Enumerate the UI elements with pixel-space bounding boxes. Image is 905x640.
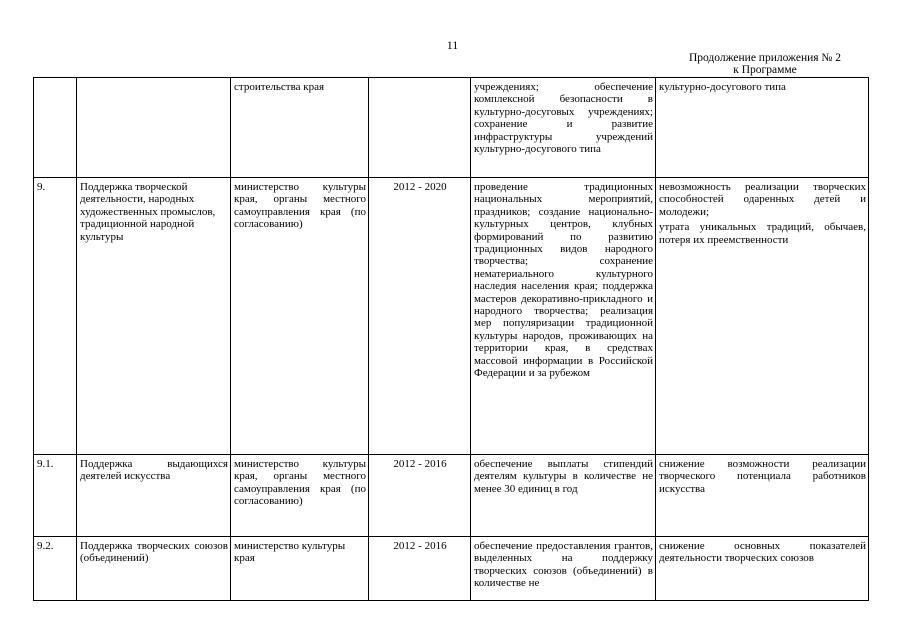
table-row xyxy=(34,537,869,601)
continuation-line-2: к Программе xyxy=(733,64,797,76)
cell-risk xyxy=(656,178,869,455)
cell-number: 9.2. xyxy=(34,537,77,601)
table-row xyxy=(34,78,869,178)
cell-activity-name: Поддержка творческих союзов (объединений) xyxy=(77,537,231,601)
cell-activity-name: Поддержка выдающихся деятелей искусства xyxy=(77,455,231,537)
cell-executor: министерство культуры края, органы местного самоуправления края (по согласованию) xyxy=(231,455,369,537)
cell-number xyxy=(34,78,77,178)
risk-text: утрата уникальных традиций, обычаев, потеря их преемственности xyxy=(659,221,866,246)
risk-text: культурно-досугового типа xyxy=(659,81,786,93)
appendix-continuation-header xyxy=(655,52,875,76)
cell-activity-name xyxy=(77,78,231,178)
cell-term: 2012 - 2016 xyxy=(369,455,471,537)
cell-risk xyxy=(656,78,869,178)
cell-term: 2012 - 2020 xyxy=(369,178,471,455)
cell-risk xyxy=(656,537,869,601)
page-number: 11 xyxy=(446,38,459,52)
program-activities-table xyxy=(33,77,869,601)
cell-activity-name: Поддержка творческой деятельности, народных художественных промыслов, традиционной народной культуры xyxy=(77,178,231,455)
cell-term: 2012 - 2016 xyxy=(369,537,471,601)
cell-expected-result: обеспечение выплаты стипендий деятелям культуры в количестве не менее 30 единиц в год xyxy=(471,455,656,537)
cell-term xyxy=(369,78,471,178)
cell-expected-result: проведение традиционных национальных мероприятий, праздников; создание национально-культурных центров, клубных формирований по развитию традиционных видов народного творчества; сохранение нематериального культурного наследия населения края; поддержка мастеров декоративно-прикладного и народного творчества; реализация мер популяризации традиционной культуры народов, проживающих на территории края, в средствах массовой информации в Российской Федерации и за рубежом xyxy=(471,178,656,455)
table-row xyxy=(34,455,869,537)
cell-number: 9. xyxy=(34,178,77,455)
cell-number: 9.1. xyxy=(34,455,77,537)
cell-executor: министерство культуры края xyxy=(231,537,369,601)
risk-text: невозможность реализации творческих способностей одаренных детей и молодежи; xyxy=(659,181,866,218)
table-row xyxy=(34,178,869,455)
cell-risk xyxy=(656,455,869,537)
cell-executor: министерство культуры края, органы местного самоуправления края (по согласованию) xyxy=(231,178,369,455)
continuation-line-1: Продолжение приложения № 2 xyxy=(688,52,842,64)
cell-expected-result: учреждениях; обеспечение комплексной безопасности в культурно-досуговых учреждениях; сохранение и развитие инфраструктуры учреждений культурно-досугового типа xyxy=(471,78,656,178)
cell-executor: строительства края xyxy=(231,78,369,178)
cell-expected-result: обеспечение предоставления грантов, выделенных на поддержку творческих союзов (объединений) в количестве не xyxy=(471,537,656,601)
risk-text: снижение основных показателей деятельности творческих союзов xyxy=(659,540,866,565)
risk-text: снижение возможности реализации творческого потенциала работников искусства xyxy=(659,458,866,495)
